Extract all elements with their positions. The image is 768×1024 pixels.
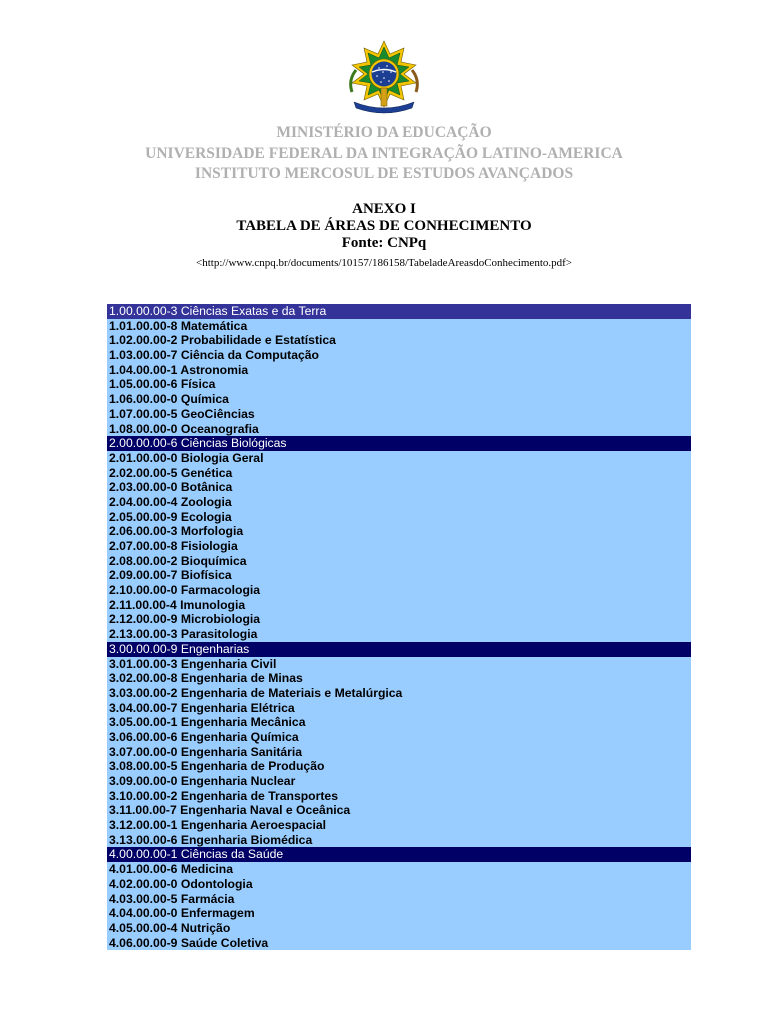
- area-code: 3.00.00.00-9: [109, 641, 178, 656]
- area-code: 2.11.00.00-4: [109, 597, 177, 612]
- area-name: Matemática: [180, 318, 248, 333]
- area-code: 1.06.00.00-0: [109, 392, 178, 407]
- area-row: [107, 568, 691, 583]
- area-code: 4.03.00.00-5: [109, 891, 178, 906]
- area-code: 2.09.00.00-7: [109, 568, 178, 583]
- area-code: 4.04.00.00-0: [109, 906, 178, 921]
- area-name: Ciências Biológicas: [180, 436, 287, 451]
- area-row: [107, 759, 691, 774]
- area-row: [107, 422, 691, 437]
- area-code: 2.13.00.00-3: [109, 627, 178, 642]
- area-name: Astronomia: [180, 362, 249, 377]
- area-row: [107, 627, 691, 642]
- annex-source: Fonte: CNPq: [341, 235, 427, 251]
- area-row: [107, 480, 691, 495]
- area-name: Engenharias: [180, 641, 250, 656]
- area-row: [107, 671, 691, 686]
- area-name: Biofísica: [180, 568, 232, 583]
- area-row: [107, 348, 691, 363]
- source-url: <http://www.cnpq.br/documents/10157/186158/TabeladeAreasdoConhecimento.pdf>: [196, 257, 572, 269]
- area-name: Odontologia: [180, 876, 253, 891]
- area-header-row: [107, 642, 691, 657]
- area-code: 3.06.00.00-6: [109, 729, 178, 744]
- area-code: 4.06.00.00-9: [109, 935, 178, 950]
- area-row: [107, 407, 691, 422]
- area-row: [107, 524, 691, 539]
- annex-heading: [0, 201, 768, 252]
- area-code: 3.05.00.00-1: [109, 715, 178, 730]
- area-name: Engenharia Naval e Oceânica: [180, 803, 351, 818]
- institute-line: INSTITUTO MERCOSUL DE ESTUDOS AVANÇADOS: [194, 165, 574, 182]
- area-name: Imunologia: [180, 597, 246, 612]
- area-name: Microbiologia: [180, 612, 261, 627]
- area-name: Oceanografia: [180, 421, 259, 436]
- area-code: 4.05.00.00-4: [109, 920, 178, 935]
- area-code: 2.00.00.00-6: [109, 436, 178, 451]
- area-row: [107, 392, 691, 407]
- area-row: [107, 510, 691, 525]
- brazil-coat-of-arms-icon: [344, 36, 424, 116]
- area-name: Genética: [180, 465, 233, 480]
- ministry-line: MINISTÉRIO DA EDUCAÇÃO: [276, 124, 492, 141]
- area-name: Saúde Coletiva: [180, 935, 269, 950]
- area-code: 2.08.00.00-2: [109, 553, 178, 568]
- area-code: 1.01.00.00-8: [109, 318, 178, 333]
- area-name: Parasitologia: [180, 627, 258, 642]
- area-name: Bioquímica: [180, 553, 247, 568]
- area-name: Medicina: [180, 862, 233, 877]
- area-header-row: [107, 436, 691, 451]
- area-row: [107, 877, 691, 892]
- area-row: [107, 495, 691, 510]
- area-code: 2.04.00.00-4: [109, 494, 178, 509]
- area-code: 3.08.00.00-5: [109, 759, 178, 774]
- area-name: Farmácia: [180, 891, 235, 906]
- area-code: 2.03.00.00-0: [109, 480, 178, 495]
- area-row: [107, 892, 691, 907]
- area-row: [107, 803, 691, 818]
- area-code: 2.10.00.00-0: [109, 583, 178, 598]
- area-code: 1.04.00.00-1: [109, 362, 178, 377]
- area-row: [107, 774, 691, 789]
- area-name: Engenharia Química: [180, 729, 299, 744]
- area-code: 1.00.00.00-3: [109, 304, 178, 318]
- area-row: [107, 451, 691, 466]
- area-row: [107, 319, 691, 334]
- area-code: 4.00.00.00-1: [109, 847, 178, 862]
- area-name: Engenharia de Materiais e Metalúrgica: [180, 685, 403, 700]
- area-code: 1.07.00.00-5: [109, 406, 178, 421]
- area-row: [107, 598, 691, 613]
- area-row: [107, 363, 691, 378]
- area-name: Morfologia: [180, 524, 244, 539]
- area-code: 3.13.00.00-6: [109, 832, 178, 847]
- area-code: 1.08.00.00-0: [109, 421, 178, 436]
- area-name: GeoCiências: [180, 406, 255, 421]
- area-code: 1.05.00.00-6: [109, 377, 178, 392]
- area-row: [107, 818, 691, 833]
- area-code: 4.01.00.00-6: [109, 862, 178, 877]
- area-row: [107, 921, 691, 936]
- area-name: Probabilidade e Estatística: [180, 333, 336, 348]
- area-code: 2.02.00.00-5: [109, 465, 178, 480]
- area-name: Engenharia Civil: [180, 656, 277, 671]
- area-code: 2.05.00.00-9: [109, 509, 178, 524]
- area-name: Engenharia Sanitária: [180, 744, 303, 759]
- area-code: 3.12.00.00-1: [109, 818, 178, 833]
- area-code: 2.07.00.00-8: [109, 539, 178, 553]
- area-row: [107, 583, 691, 598]
- area-row: [107, 333, 691, 348]
- area-row: [107, 730, 691, 745]
- area-code: 3.04.00.00-7: [109, 700, 178, 715]
- area-row: [107, 657, 691, 672]
- area-header-row: [107, 847, 691, 862]
- area-row: [107, 906, 691, 921]
- area-code: 4.02.00.00-0: [109, 876, 178, 891]
- area-name: Engenharia de Produção: [180, 759, 325, 774]
- area-name: Fisiologia: [180, 539, 238, 553]
- area-code: 3.10.00.00-2: [109, 788, 178, 803]
- area-row: [107, 715, 691, 730]
- area-row: [107, 686, 691, 701]
- area-code: 3.09.00.00-0: [109, 774, 178, 788]
- area-name: Ciências Exatas e da Terra: [180, 304, 327, 318]
- area-code: 3.02.00.00-8: [109, 671, 178, 686]
- area-row: [107, 833, 691, 848]
- area-name: Nutrição: [180, 920, 231, 935]
- area-row: [107, 936, 691, 951]
- area-row: [107, 554, 691, 569]
- area-name: Engenharia Nuclear: [180, 774, 296, 788]
- area-row: [107, 745, 691, 760]
- area-row: [107, 789, 691, 804]
- area-name: Ciências da Saúde: [180, 847, 284, 862]
- university-line: UNIVERSIDADE FEDERAL DA INTEGRAÇÃO LATINO-AMERICA: [145, 144, 623, 162]
- area-name: Ciência da Computação: [180, 348, 320, 363]
- knowledge-areas-table: [107, 304, 691, 950]
- area-name: Engenharia Elétrica: [180, 700, 295, 715]
- area-row: [107, 539, 691, 554]
- area-code: 3.03.00.00-2: [109, 685, 178, 700]
- area-name: Farmacologia: [180, 583, 261, 598]
- area-row: [107, 377, 691, 392]
- area-name: Física: [180, 377, 216, 392]
- area-name: Engenharia Mecânica: [180, 715, 306, 730]
- area-name: Botânica: [180, 480, 233, 495]
- area-name: Engenharia de Transportes: [180, 788, 338, 803]
- area-code: 2.01.00.00-0: [109, 450, 178, 465]
- area-name: Engenharia de Minas: [180, 671, 303, 686]
- area-name: Engenharia Biomédica: [180, 832, 313, 847]
- area-row: [107, 466, 691, 481]
- area-name: Biologia Geral: [180, 450, 264, 465]
- area-name: Ecologia: [180, 509, 232, 524]
- annex-title: TABELA DE ÁREAS DE CONHECIMENTO: [236, 218, 532, 234]
- area-name: Química: [180, 392, 229, 407]
- area-code: 3.11.00.00-7: [109, 803, 177, 818]
- area-name: Enfermagem: [180, 906, 255, 921]
- area-code: 2.06.00.00-3: [109, 524, 178, 539]
- area-code: 3.07.00.00-0: [109, 744, 178, 759]
- area-row: [107, 701, 691, 716]
- annex-label: ANEXO I: [352, 201, 416, 217]
- area-code: 3.01.00.00-3: [109, 656, 178, 671]
- area-name: Engenharia Aeroespacial: [180, 818, 327, 833]
- area-row: [107, 862, 691, 877]
- area-code: 2.12.00.00-9: [109, 612, 178, 627]
- area-header-row: [107, 304, 691, 319]
- area-code: 1.02.00.00-2: [109, 333, 178, 348]
- institution-header: [0, 123, 768, 185]
- area-row: [107, 612, 691, 627]
- area-name: Zoologia: [180, 494, 232, 509]
- area-code: 1.03.00.00-7: [109, 348, 178, 363]
